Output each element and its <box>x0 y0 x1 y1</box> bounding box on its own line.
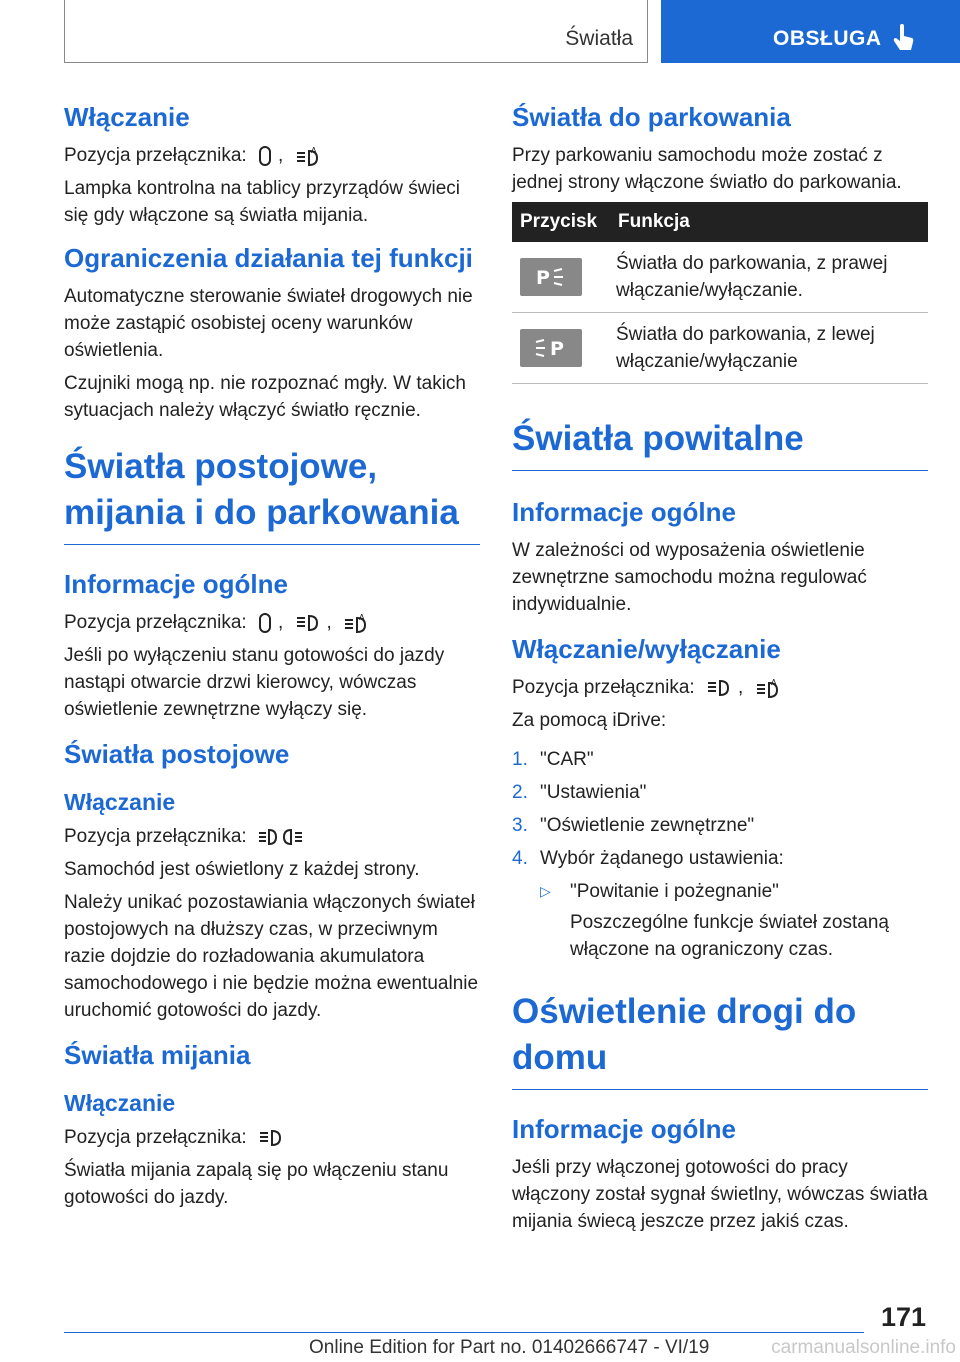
low-beam-icon <box>706 677 732 699</box>
section-heading: Informacje ogólne <box>64 569 288 599</box>
left-column <box>64 100 480 1217</box>
list-item: 4. Wybór żądanego ustawienia: <box>512 848 784 869</box>
paragraph: Jeśli przy włączonej gotowości do pracy włączony został sygnał świetlny, wówczas światła mijania świecą jeszcze przez jakiś czas. <box>512 1157 928 1232</box>
section-heading: Informacje ogólne <box>512 1114 736 1144</box>
section-heading: Informacje ogólne <box>512 497 736 527</box>
paragraph: Lampka kontrolna na tablicy przyrządów świeci się gdy włączone są światła mijania. <box>64 178 461 226</box>
svg-text:A: A <box>359 612 365 622</box>
low-beam-icon <box>295 612 321 634</box>
sub-item-note: Poszczególne funkcje świateł zostaną włączone na ograniczony czas. <box>570 912 889 960</box>
table-header-row <box>512 202 928 242</box>
column-header: Funkcja <box>610 202 928 242</box>
paragraph: Pozycja przełącznika: <box>64 1124 480 1151</box>
low-beam-auto-icon <box>343 612 369 634</box>
svg-text:P: P <box>536 267 550 288</box>
section-heading: Włączanie/wyłączanie <box>512 634 781 664</box>
list-item: 3. "Oświetlenie zewnętrzne" <box>512 815 755 836</box>
pointing-hand-icon <box>893 24 915 54</box>
function-table <box>512 202 928 384</box>
paragraph: Pozycja przełącznika: <box>64 823 480 850</box>
section-heading: Światła mijania <box>64 1040 251 1070</box>
table-cell: Światła do parkowania, z lewej włączanie/wyłączanie <box>610 313 928 384</box>
subsection-heading: Włączanie <box>64 789 176 815</box>
watermark: carmanualsonline.info <box>771 1337 956 1358</box>
chapter-tab[interactable] <box>661 0 960 63</box>
parking-light-left-icon <box>520 329 582 367</box>
section-heading: Włączanie <box>64 102 190 132</box>
paragraph: Za pomocą iDrive: <box>512 710 667 731</box>
paragraph: Jeśli po wyłączeniu stanu gotowości do jazdy nastąpi otwarcie drzwi kierowcy, wówczas oświetlenie zewnętrzne wyłączy się. <box>64 645 445 720</box>
paragraph: Przy parkowaniu samochodu może zostać z jednej strony włączone światło do parkowania. <box>512 145 902 193</box>
right-column <box>512 100 928 1241</box>
svg-text:A: A <box>310 145 317 155</box>
auto-light-icon <box>258 145 272 167</box>
table-cell: Światła do parkowania, z prawej włączanie/wyłączanie. <box>610 242 928 313</box>
svg-text:A: A <box>770 677 777 687</box>
triangle-bullet-icon: ▷ <box>540 883 551 899</box>
header-box <box>64 0 648 63</box>
paragraph: Pozycja przełącznika: , A <box>64 142 480 169</box>
low-beam-icon <box>258 1127 284 1149</box>
low-beam-auto-icon <box>755 677 781 699</box>
paragraph: Czujniki mogą np. nie rozpoznać mgły. W takich sytuacjach należy włączyć światło ręcznie. <box>64 373 466 421</box>
section-title: Światła <box>565 27 633 50</box>
chapter-heading: Światła postojowe, mijania i do parkowania <box>64 444 480 545</box>
subsection-heading: Włączanie <box>64 1090 176 1116</box>
page-number: 171 <box>880 1302 926 1332</box>
paragraph: Automatyczne sterowanie świateł drogowych nie może zastąpić osobistej oceny warunków oświetlenia. <box>64 286 473 361</box>
parking-lights-icon <box>258 826 304 848</box>
edition-text: Online Edition for Part no. 01402666747 - VI/19 <box>309 1337 710 1358</box>
table-row <box>512 242 928 313</box>
svg-text:P: P <box>550 338 564 359</box>
paragraph: Należy unikać pozostawiania włączonych świateł postojowych na dłuższy czas, w przeciwnym razie dojdzie do rozładowania akumulatora samochodowego i nie będzie można ewentualnie uruchomić gotowości do jazdy. <box>64 892 479 1021</box>
column-header: Przycisk <box>512 202 610 242</box>
paragraph: Światła mijania zapalą się po włączeniu stanu gotowości do jazdy. <box>64 1160 449 1208</box>
steps-list <box>512 746 928 872</box>
paragraph: Pozycja przełącznika: , A <box>512 674 928 701</box>
parking-light-right-icon <box>520 258 582 296</box>
paragraph: Pozycja przełącznika: , , A <box>64 609 480 636</box>
section-heading: Światła do parkowania <box>512 102 791 132</box>
chapter-heading: Oświetlenie drogi do domu <box>512 989 928 1090</box>
paragraph: Samochód jest oświetlony z każdej strony. <box>64 859 420 880</box>
table-row <box>512 313 928 384</box>
section-heading: Ograniczenia działania tej funkcji <box>64 243 473 273</box>
list-item: 1. "CAR" <box>512 749 594 770</box>
list-item: 2. "Ustawienia" <box>512 782 647 803</box>
low-beam-auto-icon <box>295 145 321 167</box>
footer-divider <box>64 1332 864 1333</box>
off-icon <box>258 612 272 634</box>
paragraph: W zależności od wyposażenia oświetlenie zewnętrzne samochodu można regulować indywidualnie. <box>512 540 867 615</box>
section-heading: Światła postojowe <box>64 739 290 769</box>
chapter-heading: Światła powitalne <box>512 416 928 471</box>
chapter-tab-label: OBSŁUGA <box>773 27 882 50</box>
sub-list-item: ▷ "Powitanie i pożegnanie" <box>540 878 928 905</box>
